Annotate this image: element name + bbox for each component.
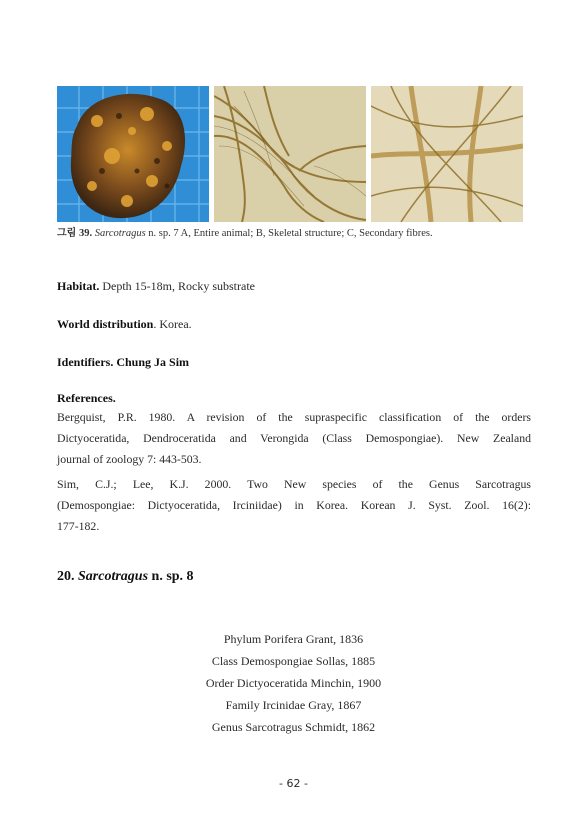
- skeletal-structure-photo: [214, 86, 366, 222]
- taxon-phylum: Phylum Porifera Grant, 1836: [223, 632, 364, 646]
- taxon-genus: Genus Sarcotragus Schmidt, 1862: [211, 720, 376, 734]
- habitat-paragraph: [57, 279, 255, 294]
- section-heading: [57, 569, 194, 585]
- taxon-family: Family Ircinidae Gray, 1867: [225, 698, 362, 712]
- distribution-paragraph: [57, 317, 192, 332]
- distribution-label: World distribution: [57, 317, 154, 331]
- habitat-label: Habitat.: [57, 279, 100, 293]
- entire-animal-photo: [57, 86, 209, 222]
- reference-sim-lee: [57, 474, 531, 537]
- page-number: - 62 -: [279, 777, 308, 790]
- reference-line: journal of zoology 7: 443-503.: [57, 452, 202, 466]
- reference-line: Sim, C.J.; Lee, K.J. 2000. Two New species of the Genus Sarcotragus: [57, 477, 531, 491]
- identifiers-label: Identifiers. Chung Ja Sim: [57, 355, 190, 369]
- reference-line: (Demospongiae: Dictyoceratida, Irciniidae) in Korea. Korean J. Syst. Zool. 16(2):: [57, 498, 531, 512]
- identifiers-paragraph: [57, 355, 189, 370]
- reference-line: 177-182.: [57, 519, 100, 533]
- habitat-text: Depth 15-18m, Rocky substrate: [102, 279, 255, 293]
- taxon-class: Class Demospongiae Sollas, 1885: [211, 654, 376, 668]
- reference-line: Dictyoceratida, Dendroceratida and Verongida (Class Demospongiae). New Zealand: [57, 431, 531, 445]
- figure-caption: [57, 224, 527, 239]
- secondary-fibres-photo: [371, 86, 523, 222]
- taxon-order: Order Dictyoceratida Minchin, 1900: [205, 676, 382, 690]
- caption-label: 그림: [57, 228, 77, 239]
- references-heading: [57, 391, 116, 406]
- caption-genus: Sarcotragus: [94, 228, 146, 239]
- caption-number: 39.: [78, 228, 93, 239]
- reference-bergquist: [57, 407, 531, 470]
- caption-text: n. sp. 7 A, Entire animal; B, Skeletal structure; C, Secondary fibres.: [148, 228, 433, 239]
- reference-line: Bergquist, P.R. 1980. A revision of the supraspecific classification of the orders: [57, 410, 531, 424]
- section-genus: Sarcotragus: [78, 569, 149, 584]
- figure-39: [57, 86, 523, 222]
- references-label: References.: [57, 391, 116, 405]
- section-rest: n. sp. 8: [151, 569, 194, 584]
- distribution-text: . Korea.: [153, 317, 192, 331]
- section-number: 20.: [57, 569, 75, 584]
